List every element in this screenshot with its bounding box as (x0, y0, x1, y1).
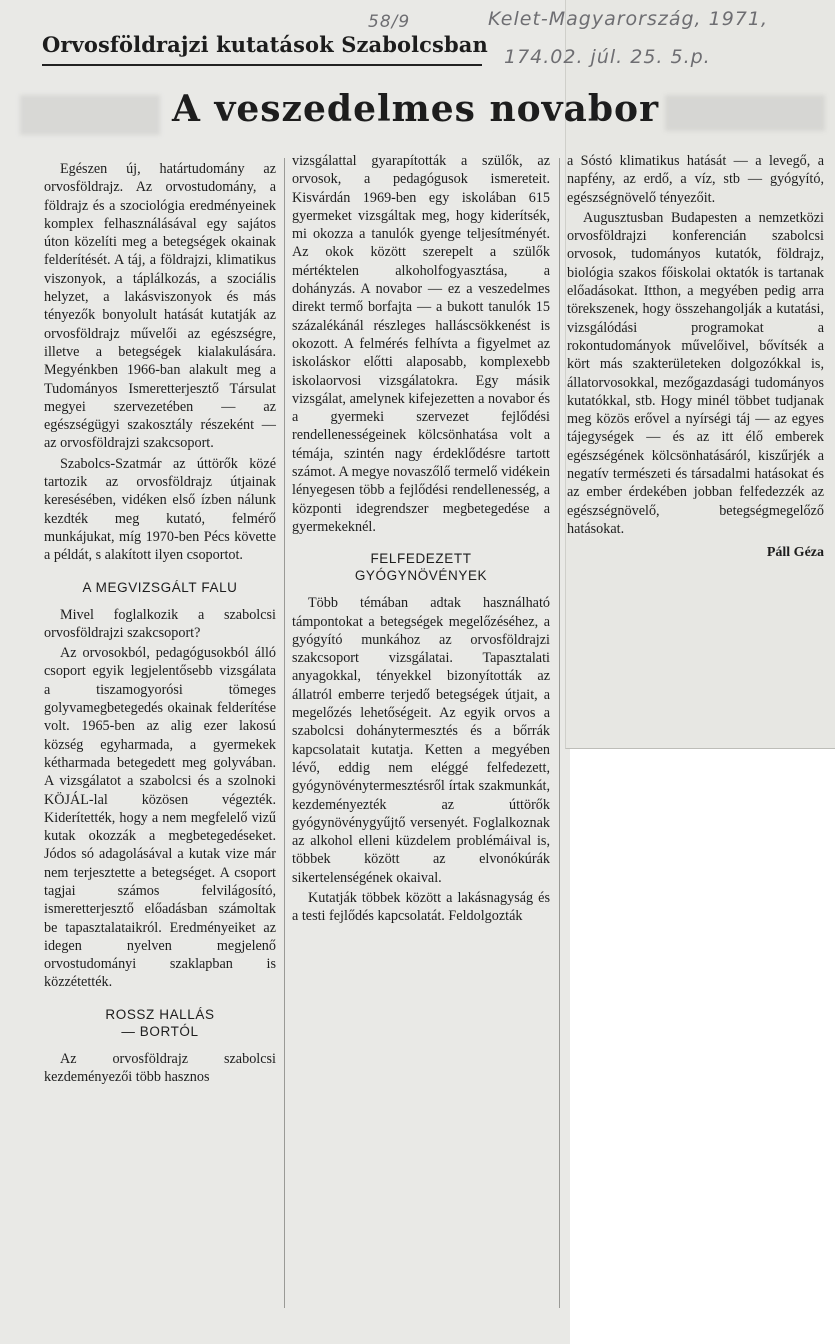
paragraph: Augusztusban Budapesten a nemzetközi orvosföldrajzi konferencián szabolcsi orvosok, tudományos kutatók, földrajz, biológia szakos főiskolai oktatók is tartanak előadásokat. Itthon, a megyében pedig arra törekszenek, hogy összehangolják a kutatási, vizsgálódási programokat a rokontudományok művelőivel, bővítsék a kört más szakterületeken dolgozókkal is, állatorvosokkal, mezőgazdasági tudományos kutatókkal, stb. Hogy minél többet tudjanak meg közös erővel a nyírségi táj — az egyes tájegységek — és az itt élő emberek egészségének kölcsönhatásáról, kiszűrjék a negatív természeti és társadalmi hatásokat és az ember érdekében jobban felfedezzék az egészségnövelő, betegségmegelőző hatásokat. (567, 209, 824, 537)
subheading (292, 550, 550, 584)
paragraph: vizsgálattal gyarapították a szülők, az orvosok, a pedagógusok ismereteit. Kisvárdán 1969-ben egy iskolában 615 gyermeket vizsgáltak meg, hogy kiderítsék, mi okozza a tanulók gyenge teljesítményét. Az okok között szerepelt a szülők mértéktelen alkoholfogyasztása, a dohányzás. A novabor — ez a veszedelmes direkt termő borfajta — a bukott tanulók 15 százalékánál részleges halláscsökkenést is okozott. A felmérés felhívta a figyelmet az iskoláskor előtti alaposabb, komplexebb iskolaorvosi vizsgálatokra. Egy másik vizsgálat, amelynek kifejezetten a novabor és a gyermeki szervezet fejlődési rendellenességeinek kölcsönhatása volt a témája, szintén nagy érdeklődésre tartott számot. A megye novaszőlő termelő vidékein lényegesen több a fejlődési rendellenesség, a központi idegrendszer megbetegedése a gyermekeknél. (292, 153, 550, 535)
article-column-1 (44, 160, 276, 1086)
column-divider (559, 158, 560, 1308)
paragraph: Az orvosokból, pedagógusokból álló csoport egyik legjelentősebb vizsgálata a tiszamogyorósi tömeges golyvamegbetegedés okainak felderítése volt. 1965-ben az alig ezer lakosú község egyharmada, a gyermekek kétharmada betegedett meg golyvában. A vizsgálatot a szabolcsi és a szolnoki KÖJÁL-lal közösen végezték. Kiderítették, hogy a nem megfelelő vizű kutak okozzák a megbetegedéseket. Jódos só adagolásával a kutak vize már nem terjesztette a betegséget. A csoport tagjai számos felvilágosító, ismeretterjesztő előadásban számoltak be tapasztalataikról. Eredményeiket az idegen nyelven megjelenő orvostudományi szaklapban is közzétették. (44, 645, 276, 991)
article-headline: A veszedelmes novabor (172, 88, 660, 130)
article-column-2 (292, 152, 550, 926)
subheading (44, 1006, 276, 1040)
column-divider (284, 158, 285, 1308)
print-smudge (20, 95, 160, 135)
paragraph: Szabolcs-Szatmár az úttörők közé tartozik az orvosföldrajz útjainak keresésében, vidéken első ízben nálunk kezdték meg kutató, felmérő munkájukat, míg 1970-ben Pécs követte a példát, s alakított ilyen csoportot. (44, 455, 276, 564)
print-smudge (665, 95, 825, 131)
kicker-underline (42, 64, 482, 66)
paragraph: Kutatják többek között a lakásnagyság és a testi fejlődés kapcsolatát. Feldolgozták (292, 889, 550, 925)
subheading-line: A MEGVIZSGÁLT FALU (82, 579, 238, 595)
subheading (44, 579, 276, 596)
handwritten-source-line-1: Kelet-Magyarország, 1971, (488, 8, 769, 30)
paragraph: Több témában adtak használható támpontokat a betegségek megelőzéséhez, a gyógyító munkához az orvosföldrajzi szakcsoport vizsgálatai. Tapasztalati anyagokkal, tényekkel bizonyították az állatról emberre terjedő betegségek útjait, a megelőzés lehetőségeit. Az egyik orvos a szabolcsi dohánytermesztés és a bőrrák kapcsolatait kutatja. Ketten a megyében lévő, eddig nem eléggé felfedezett, gyógynövénytermesztésről írtak szakmunkát, kezdeményezték az úttörők gyógynövénygyűjtő versenyét. Foglalkoznak az alkohol elleni küzdelem problémáival is, többek között az elvonókúrák sikertelenségének okaival. (292, 595, 550, 886)
subheading-line: FELFEDEZETT (370, 551, 472, 567)
paragraph: Mivel foglalkozik a szabolcsi orvosföldrajzi szakcsoport? (44, 606, 276, 641)
subheading-line: — BORTÓL (121, 1023, 199, 1039)
subheading-line: GYÓGYNÖVÉNYEK (354, 568, 488, 584)
author-signature: Páll Géza (766, 545, 824, 561)
article-column-3 (567, 152, 824, 563)
handwritten-source-line-2: 174.02. júl. 25. 5.p. (504, 46, 711, 68)
article-kicker: Orvosföldrajzi kutatások Szabolcsban (42, 32, 488, 57)
subheading-line: ROSSZ HALLÁS (105, 1006, 215, 1022)
paragraph: a Sóstó klimatikus hatását — a levegő, a napfény, az erdő, a víz, stb — gyógyító, egészségnövelő tényezőit. (567, 153, 824, 206)
handwritten-archive-number: 58/9 (368, 12, 411, 32)
paragraph: Egészen új, határtudomány az orvosföldrajz. Az orvostudomány, a földrajz és a szociológia eredményeinek komplex felhasználásával egy sajátos úton közelíti meg a betegségek okainak felderítését. A táj, a földrajzi, klimatikus viszonyok, a táplálkozás, a szociális helyzet, a lakásviszonyok és más tényezők bonyolult hatását kutatják az orvosföldrajz művelői az egészségre, illetve a betegségek kialakulására. Megyénkben 1966-ban alakult meg a Tudományos Ismeretterjesztő Társulat megyei szervezetében — az egészségügyi szakosztály részeként — az orvosföldrajzi szakcsoport. (44, 161, 276, 452)
paragraph: Az orvosföldrajz szabolcsi kezdeményezői több hasznos (44, 1050, 276, 1086)
